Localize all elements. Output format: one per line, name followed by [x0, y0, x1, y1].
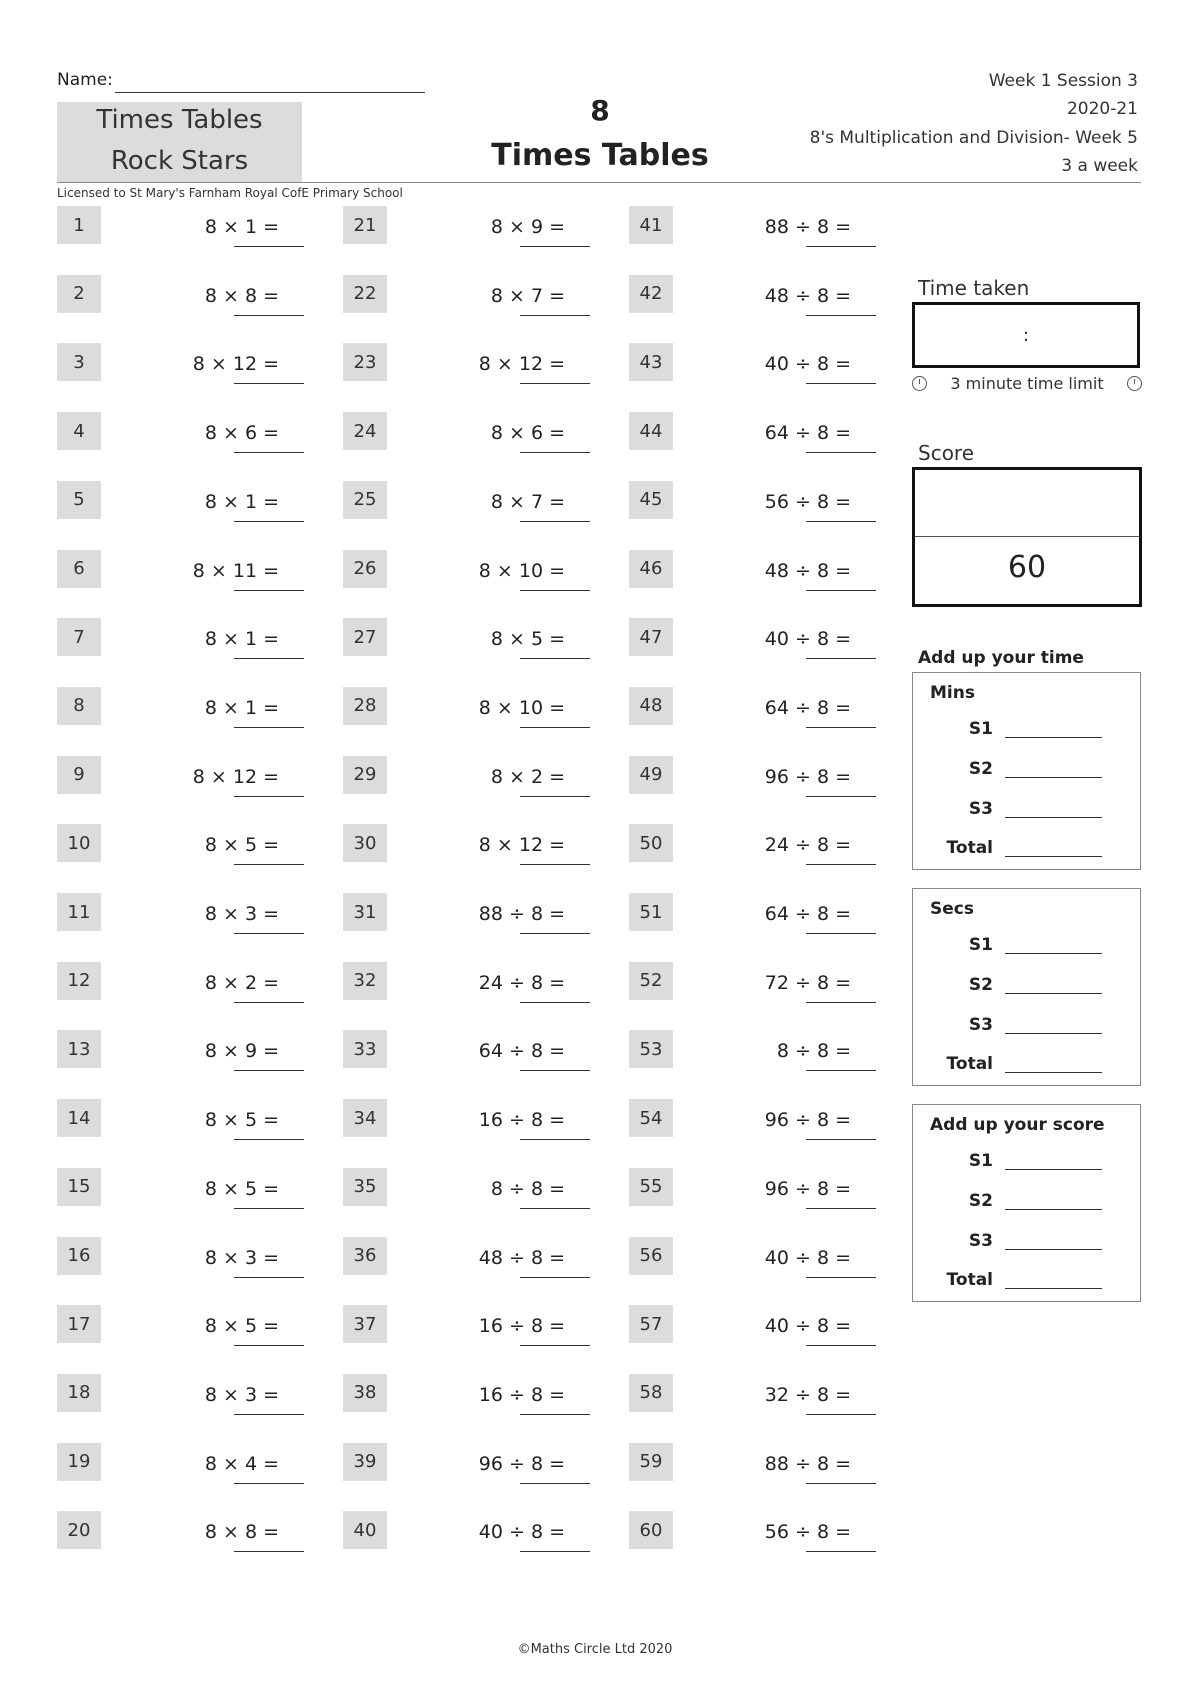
answer-blank[interactable] — [234, 246, 304, 247]
answer-blank[interactable] — [234, 1277, 304, 1278]
question-text: 8 × 1 = — [204, 216, 279, 238]
question-text: 8 × 5 = — [490, 628, 565, 651]
add-up-score-title: Add up your score — [930, 1115, 1105, 1135]
question-number: 46 — [629, 550, 673, 588]
answer-blank[interactable] — [1005, 1272, 1102, 1289]
question-number: 39 — [343, 1443, 387, 1481]
answer-blank[interactable] — [1005, 1193, 1102, 1210]
secs-row-s3[interactable] — [943, 1015, 1103, 1035]
answer-blank[interactable] — [234, 521, 304, 522]
question-number: 50 — [629, 824, 673, 862]
answer-blank[interactable] — [234, 1139, 304, 1140]
question-number: 22 — [343, 275, 387, 313]
answer-blank[interactable] — [806, 796, 876, 797]
question-text: 48 ÷ 8 = — [478, 1246, 565, 1269]
answer-blank[interactable] — [520, 1345, 590, 1346]
question-number: 6 — [57, 550, 101, 588]
question-number: 51 — [629, 893, 673, 931]
score-sum-box — [912, 1104, 1141, 1302]
question-text: 24 ÷ 8 = — [478, 971, 565, 994]
question-number: 53 — [629, 1030, 673, 1068]
answer-blank[interactable] — [234, 933, 304, 934]
name-label: Name: — [57, 70, 113, 90]
question-text: 40 ÷ 8 = — [764, 353, 851, 376]
answer-blank[interactable] — [520, 1070, 590, 1071]
question-number: 13 — [57, 1030, 101, 1068]
answer-blank[interactable] — [234, 864, 304, 865]
answer-blank[interactable] — [1005, 1153, 1102, 1170]
row-label: S2 — [968, 975, 993, 995]
answer-blank[interactable] — [806, 1139, 876, 1140]
question-number: 30 — [343, 824, 387, 862]
answer-blank[interactable] — [806, 590, 876, 591]
brand-line-2: Rock Stars — [110, 146, 249, 176]
question-number: 4 — [57, 412, 101, 450]
score-row-total[interactable] — [943, 1270, 1103, 1290]
answer-blank[interactable] — [234, 452, 304, 453]
question-text: 8 × 1 = — [204, 490, 279, 513]
question-number: 21 — [343, 206, 387, 244]
time-taken-label: Time taken — [918, 276, 1030, 300]
question-number: 26 — [343, 550, 387, 588]
row-label: Total — [946, 838, 993, 858]
question-number: 1 — [57, 206, 101, 244]
question-number: 60 — [629, 1511, 673, 1549]
answer-blank[interactable] — [234, 727, 304, 728]
question-text: 8 × 3 = — [204, 1383, 279, 1406]
score-box[interactable] — [912, 467, 1142, 607]
answer-blank[interactable] — [520, 1483, 590, 1484]
stopwatch-icon — [1127, 376, 1142, 391]
question-number: 11 — [57, 893, 101, 931]
answer-blank[interactable] — [234, 796, 304, 797]
question-text: 8 × 12 = — [192, 765, 279, 788]
question-text: 96 ÷ 8 = — [764, 1109, 851, 1132]
question-text: 40 ÷ 8 = — [764, 628, 851, 651]
answer-blank[interactable] — [234, 1208, 304, 1209]
answer-blank[interactable] — [806, 1002, 876, 1003]
question-number: 58 — [629, 1374, 673, 1412]
name-field[interactable] — [115, 92, 425, 93]
secs-row-s2[interactable] — [943, 975, 1103, 995]
answer-blank[interactable] — [234, 1345, 304, 1346]
score-row-s3[interactable] — [943, 1231, 1103, 1251]
answer-blank[interactable] — [520, 590, 590, 591]
question-text: 8 × 3 = — [204, 1246, 279, 1269]
question-number: 17 — [57, 1305, 101, 1343]
question-text: 8 × 5 = — [204, 1177, 279, 1200]
question-text: 40 ÷ 8 = — [764, 1246, 851, 1269]
question-text: 16 ÷ 8 = — [478, 1109, 565, 1132]
time-separator: : — [1022, 325, 1030, 346]
question-text: 8 × 8 = — [204, 1521, 279, 1544]
mins-row-total[interactable] — [943, 838, 1103, 858]
answer-blank[interactable] — [1005, 937, 1102, 954]
answer-blank[interactable] — [520, 383, 590, 384]
table-number: 8 — [590, 94, 610, 127]
question-number: 20 — [57, 1511, 101, 1549]
answer-blank[interactable] — [806, 658, 876, 659]
question-number: 18 — [57, 1374, 101, 1412]
answer-blank[interactable] — [234, 590, 304, 591]
answer-blank[interactable] — [806, 1070, 876, 1071]
question-number: 36 — [343, 1237, 387, 1275]
mins-title: Mins — [930, 683, 975, 703]
score-divider — [915, 536, 1139, 537]
question-text: 88 ÷ 8 = — [764, 216, 851, 238]
answer-blank[interactable] — [1005, 801, 1102, 818]
question-text: 96 ÷ 8 = — [764, 1177, 851, 1200]
question-number: 12 — [57, 962, 101, 1000]
question-text: 64 ÷ 8 = — [764, 903, 851, 925]
question-text: 8 × 6 = — [204, 422, 279, 445]
secs-row-s1[interactable] — [943, 935, 1103, 955]
question-text: 8 × 12 = — [478, 353, 565, 376]
question-text: 8 ÷ 8 = — [490, 1177, 565, 1200]
answer-blank[interactable] — [520, 727, 590, 728]
question-number: 48 — [629, 687, 673, 725]
time-limit-row — [912, 374, 1142, 393]
answer-blank[interactable] — [520, 1002, 590, 1003]
answer-blank[interactable] — [806, 727, 876, 728]
answer-blank[interactable] — [520, 933, 590, 934]
stopwatch-icon — [912, 376, 927, 391]
question-text: 64 ÷ 8 = — [478, 1040, 565, 1063]
mins-box — [912, 672, 1141, 870]
question-text: 40 ÷ 8 = — [764, 1315, 851, 1338]
add-up-time-title: Add up your time — [918, 648, 1084, 668]
score-row-s1[interactable] — [943, 1151, 1103, 1171]
question-text: 8 × 12 = — [478, 834, 565, 857]
question-number: 7 — [57, 618, 101, 656]
question-text: 96 ÷ 8 = — [478, 1452, 565, 1475]
answer-blank[interactable] — [234, 383, 304, 384]
question-text: 88 ÷ 8 = — [478, 903, 565, 925]
answer-blank[interactable] — [806, 1277, 876, 1278]
answer-blank[interactable] — [234, 1483, 304, 1484]
row-label: S2 — [968, 759, 993, 779]
topic-label: 8's Multiplication and Division- Week 5 — [809, 128, 1138, 148]
question-number: 52 — [629, 962, 673, 1000]
question-text: 64 ÷ 8 = — [764, 696, 851, 719]
answer-blank[interactable] — [520, 796, 590, 797]
answer-blank[interactable] — [806, 1414, 876, 1415]
score-label: Score — [918, 441, 975, 465]
question-number: 47 — [629, 618, 673, 656]
score-total: 60 — [1007, 550, 1047, 585]
answer-blank[interactable] — [1005, 761, 1102, 778]
question-text: 8 × 7 = — [490, 284, 565, 307]
answer-blank[interactable] — [806, 315, 876, 316]
time-taken-box[interactable] — [912, 302, 1140, 368]
time-limit-text: 3 minute time limit — [950, 374, 1104, 393]
question-number: 25 — [343, 481, 387, 519]
answer-blank[interactable] — [520, 1414, 590, 1415]
question-number: 23 — [343, 343, 387, 381]
question-text: 8 × 5 = — [204, 1315, 279, 1338]
answer-blank[interactable] — [1005, 977, 1102, 994]
answer-blank[interactable] — [234, 1551, 304, 1552]
answer-blank[interactable] — [806, 864, 876, 865]
question-number: 29 — [343, 756, 387, 794]
question-text: 88 ÷ 8 = — [764, 1452, 851, 1475]
copyright-footer: ©Maths Circle Ltd 2020 — [517, 1642, 673, 1657]
question-text: 8 × 9 = — [204, 1040, 279, 1063]
mins-row-s2[interactable] — [943, 759, 1103, 779]
question-text: 8 × 11 = — [192, 559, 279, 582]
question-text: 72 ÷ 8 = — [764, 971, 851, 994]
answer-blank[interactable] — [1005, 1017, 1102, 1034]
answer-blank[interactable] — [520, 1551, 590, 1552]
question-number: 56 — [629, 1237, 673, 1275]
answer-blank[interactable] — [806, 1345, 876, 1346]
secs-title: Secs — [930, 899, 974, 919]
secs-row-total[interactable] — [943, 1054, 1103, 1074]
question-text: 8 ÷ 8 = — [776, 1040, 851, 1063]
question-text: 8 × 1 = — [204, 696, 279, 719]
question-number: 28 — [343, 687, 387, 725]
row-label: S3 — [968, 799, 993, 819]
question-text: 8 × 5 = — [204, 834, 279, 857]
question-number: 9 — [57, 756, 101, 794]
answer-blank[interactable] — [520, 1139, 590, 1140]
answer-blank[interactable] — [1005, 721, 1102, 738]
question-number: 32 — [343, 962, 387, 1000]
answer-blank[interactable] — [806, 1208, 876, 1209]
question-number: 43 — [629, 343, 673, 381]
question-number: 19 — [57, 1443, 101, 1481]
answer-blank[interactable] — [520, 658, 590, 659]
question-number: 38 — [343, 1374, 387, 1412]
question-text: 48 ÷ 8 = — [764, 559, 851, 582]
question-text: 8 × 8 = — [204, 284, 279, 307]
question-text: 8 × 2 = — [490, 765, 565, 788]
brand-line-1: Times Tables — [96, 105, 263, 135]
row-label: S3 — [968, 1015, 993, 1035]
row-label: S2 — [968, 1191, 993, 1211]
row-label: S1 — [968, 935, 993, 955]
question-number: 57 — [629, 1305, 673, 1343]
question-number: 15 — [57, 1168, 101, 1206]
question-number: 27 — [343, 618, 387, 656]
row-label: S3 — [968, 1231, 993, 1251]
answer-blank[interactable] — [520, 246, 590, 247]
question-number: 2 — [57, 275, 101, 313]
answer-blank[interactable] — [806, 452, 876, 453]
answer-blank[interactable] — [520, 521, 590, 522]
answer-blank[interactable] — [806, 1483, 876, 1484]
question-text: 8 × 10 = — [478, 696, 565, 719]
question-number: 3 — [57, 343, 101, 381]
question-number: 45 — [629, 481, 673, 519]
row-label: Total — [946, 1270, 993, 1290]
question-text: 8 × 4 = — [204, 1452, 279, 1475]
question-text: 56 ÷ 8 = — [764, 1521, 851, 1544]
question-number: 33 — [343, 1030, 387, 1068]
question-text: 40 ÷ 8 = — [478, 1521, 565, 1544]
question-text: 16 ÷ 8 = — [478, 1383, 565, 1406]
question-number: 54 — [629, 1099, 673, 1137]
question-number: 59 — [629, 1443, 673, 1481]
question-text: 8 × 2 = — [204, 971, 279, 994]
question-text: 24 ÷ 8 = — [764, 834, 851, 857]
question-number: 34 — [343, 1099, 387, 1137]
question-number: 42 — [629, 275, 673, 313]
question-text: 8 × 3 = — [204, 903, 279, 925]
question-number: 41 — [629, 206, 673, 244]
year-label: 2020-21 — [1066, 99, 1138, 119]
answer-blank[interactable] — [1005, 1056, 1102, 1073]
question-text: 16 ÷ 8 = — [478, 1315, 565, 1338]
question-number: 49 — [629, 756, 673, 794]
score-row-s2[interactable] — [943, 1191, 1103, 1211]
answer-blank[interactable] — [234, 315, 304, 316]
session-label: Week 1 Session 3 — [988, 71, 1138, 91]
row-label: S1 — [968, 1151, 993, 1171]
question-text: 56 ÷ 8 = — [764, 490, 851, 513]
question-number: 14 — [57, 1099, 101, 1137]
answer-blank[interactable] — [806, 521, 876, 522]
question-number: 31 — [343, 893, 387, 931]
question-text: 8 × 1 = — [204, 628, 279, 651]
question-number: 44 — [629, 412, 673, 450]
license-text: Licensed to St Mary's Farnham Royal CofE Primary School — [57, 186, 403, 200]
mins-row-s3[interactable] — [943, 799, 1103, 819]
question-text: 8 × 5 = — [204, 1109, 279, 1132]
question-number: 35 — [343, 1168, 387, 1206]
answer-blank[interactable] — [1005, 1233, 1102, 1250]
question-number: 10 — [57, 824, 101, 862]
question-number: 55 — [629, 1168, 673, 1206]
question-number: 37 — [343, 1305, 387, 1343]
row-label: Total — [946, 1054, 993, 1074]
answer-blank[interactable] — [806, 933, 876, 934]
question-text: 96 ÷ 8 = — [764, 765, 851, 788]
answer-blank[interactable] — [1005, 840, 1102, 857]
answer-blank[interactable] — [806, 246, 876, 247]
answer-blank[interactable] — [234, 1002, 304, 1003]
mins-row-s1[interactable] — [943, 719, 1103, 739]
answer-blank[interactable] — [520, 1208, 590, 1209]
frequency-label: 3 a week — [1061, 156, 1138, 176]
question-text: 8 × 9 = — [490, 216, 565, 238]
answer-blank[interactable] — [520, 864, 590, 865]
secs-box — [912, 888, 1141, 1086]
question-text: 8 × 10 = — [478, 559, 565, 582]
question-number: 8 — [57, 687, 101, 725]
question-text: 8 × 7 = — [490, 490, 565, 513]
question-number: 40 — [343, 1511, 387, 1549]
answer-blank[interactable] — [234, 658, 304, 659]
answer-blank[interactable] — [234, 1414, 304, 1415]
answer-blank[interactable] — [806, 383, 876, 384]
question-text: 8 × 12 = — [192, 353, 279, 376]
question-number: 5 — [57, 481, 101, 519]
question-number: 24 — [343, 412, 387, 450]
header-divider — [57, 182, 1141, 183]
answer-blank[interactable] — [520, 1277, 590, 1278]
answer-blank[interactable] — [806, 1551, 876, 1552]
answer-blank[interactable] — [234, 1070, 304, 1071]
row-label: S1 — [968, 719, 993, 739]
question-text: 8 × 6 = — [490, 422, 565, 445]
question-text: 48 ÷ 8 = — [764, 284, 851, 307]
page-title: Times Tables — [491, 138, 709, 173]
question-text: 64 ÷ 8 = — [764, 422, 851, 445]
question-number: 16 — [57, 1237, 101, 1275]
answer-blank[interactable] — [520, 452, 590, 453]
question-text: 32 ÷ 8 = — [764, 1383, 851, 1406]
answer-blank[interactable] — [520, 315, 590, 316]
